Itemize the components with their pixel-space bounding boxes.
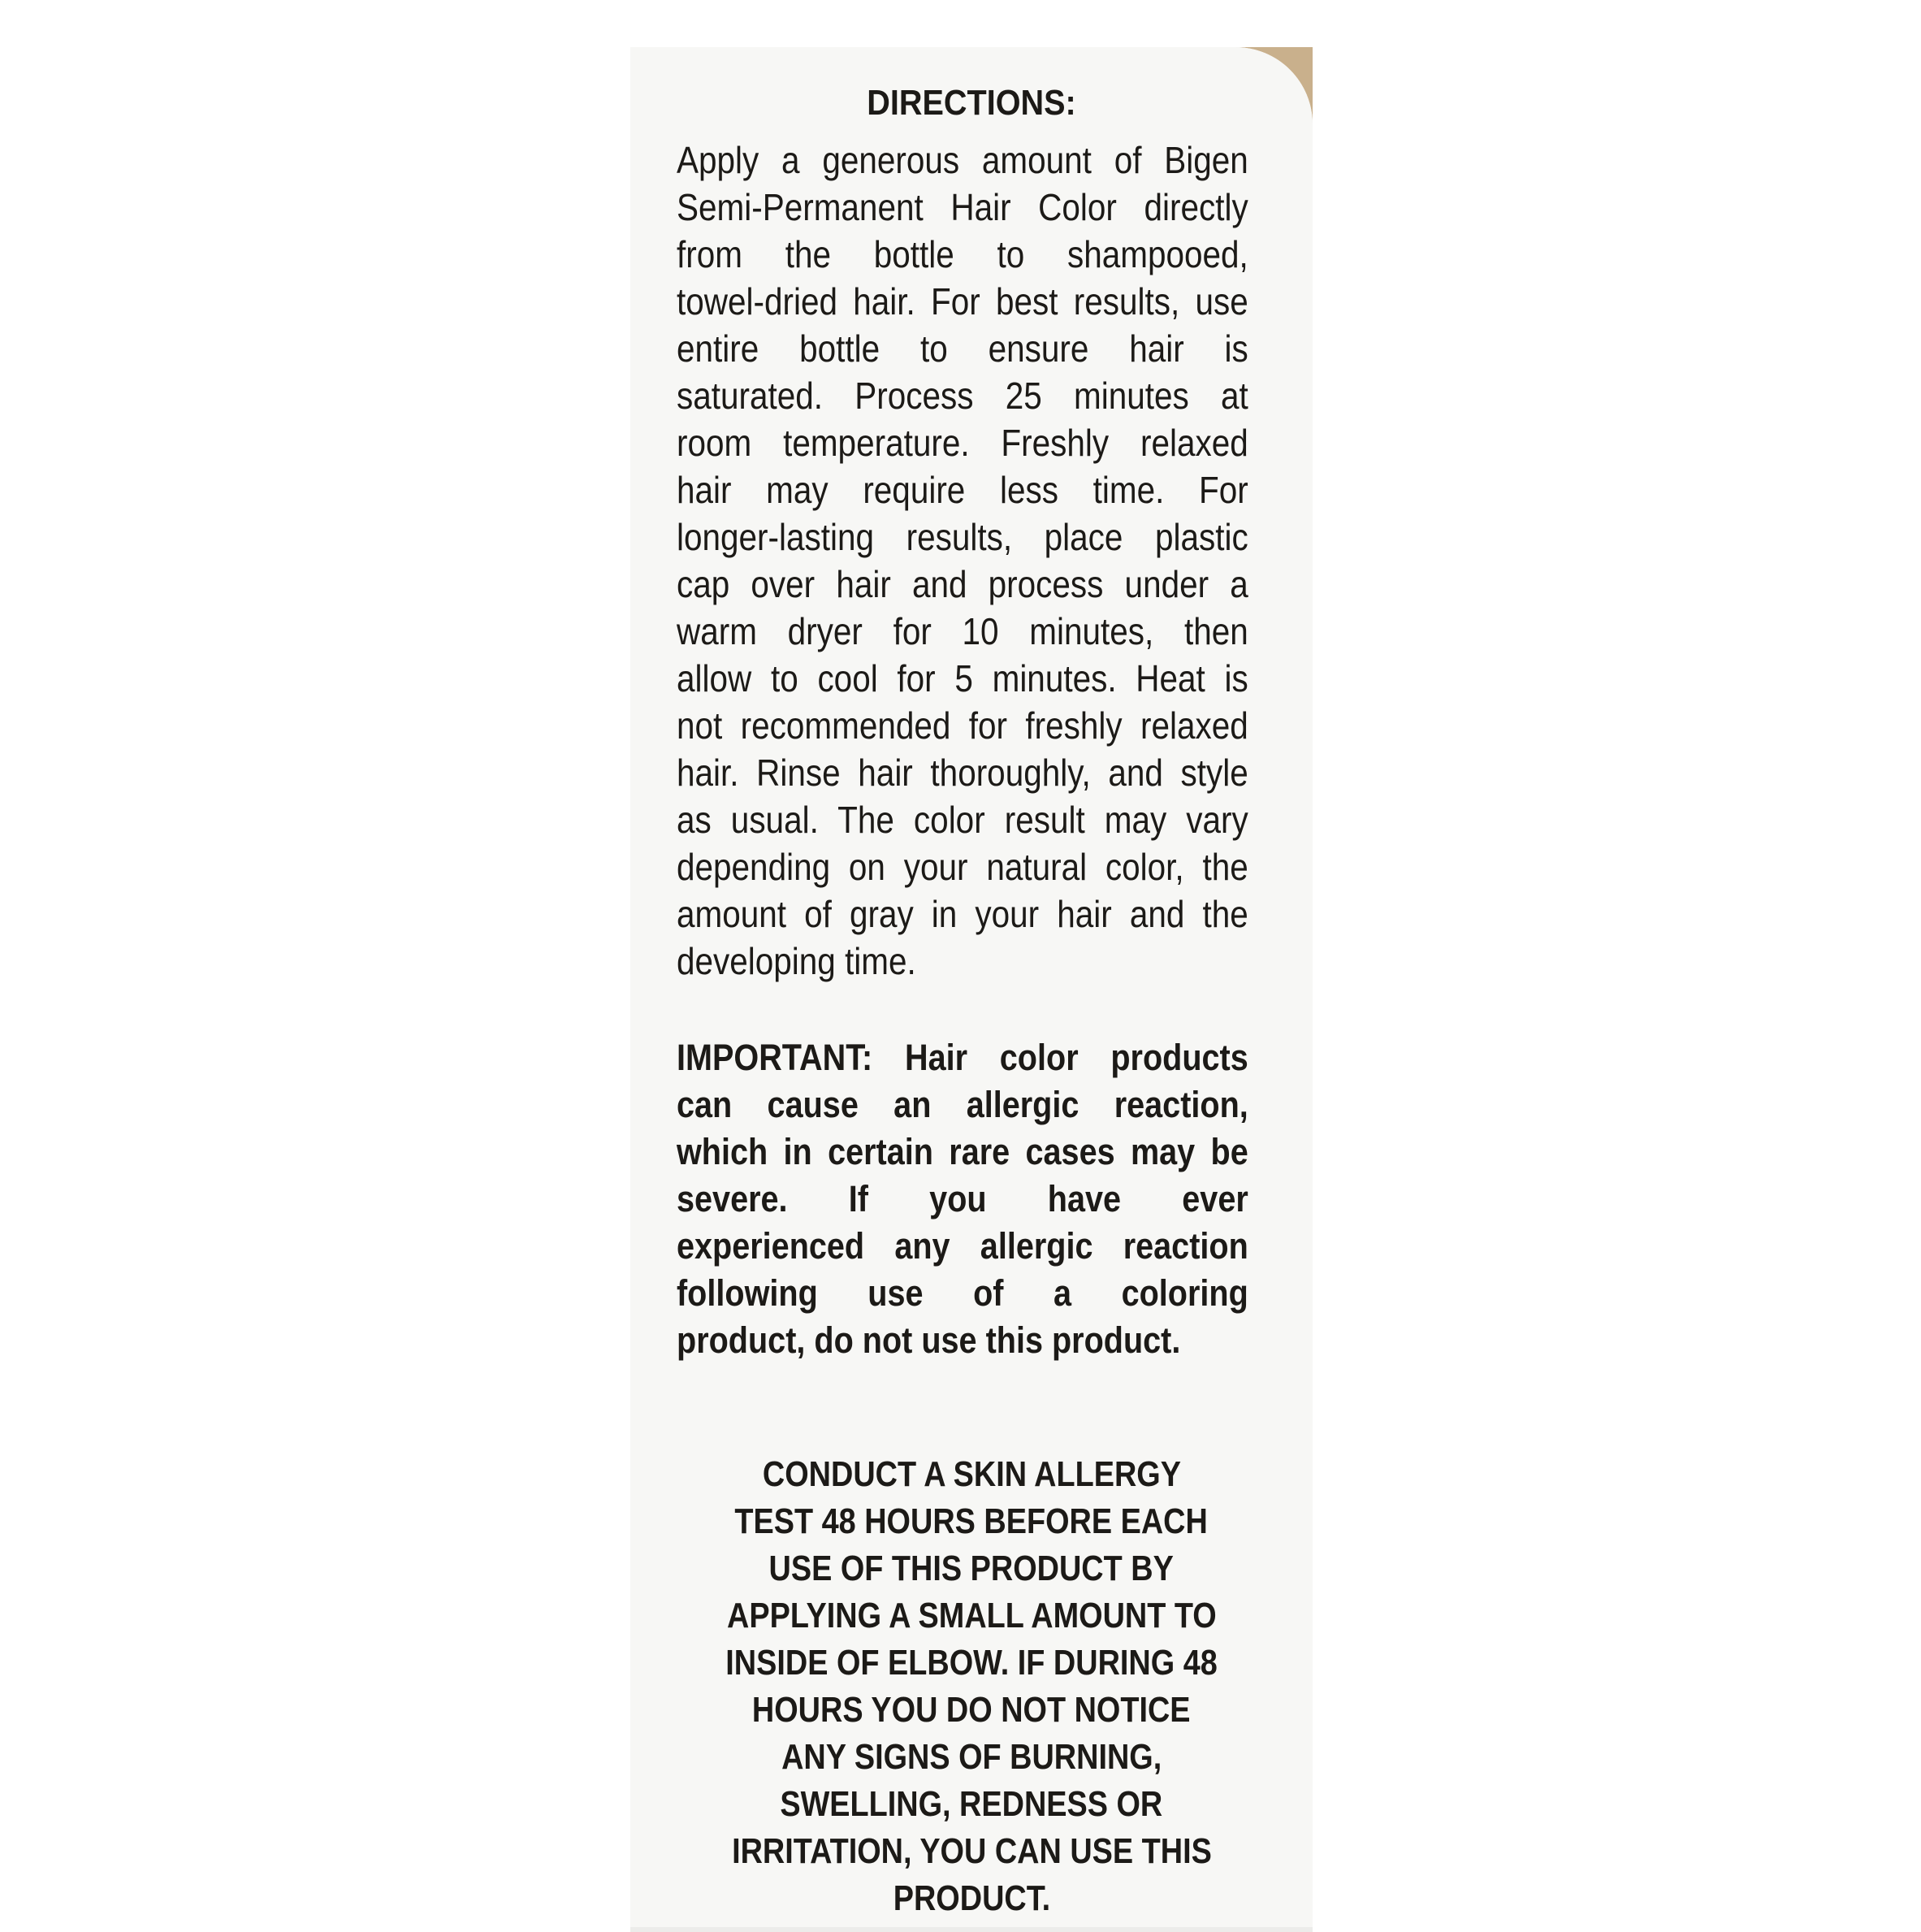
allergy-test-line: APPLYING A SMALL AMOUNT TO [726, 1596, 1217, 1635]
allergy-test-line: USE OF THIS PRODUCT BY [768, 1549, 1175, 1588]
directions-line: cap over hair and process under a [677, 563, 1248, 605]
directions-line: hair. Rinse hair thoroughly, and style [677, 752, 1248, 794]
allergy-test-line: INSIDE OF ELBOW. IF DURING 48 [725, 1643, 1218, 1683]
directions-line: developing time. [677, 940, 916, 982]
directions-line: Apply a generous amount of Bigen [677, 139, 1248, 181]
skin-allergy-test-notice [630, 1451, 1313, 1922]
directions-line: towel-dried hair. For best results, use [677, 280, 1248, 323]
directions-line: as usual. The color result may vary [677, 799, 1248, 841]
allergy-test-line: TEST 48 HOURS BEFORE EACH [734, 1501, 1209, 1541]
important-line: can cause an allergic reaction, [677, 1084, 1248, 1125]
directions-line: from the bottle to shampooed, [677, 233, 1248, 275]
important-line: IMPORTANT: Hair color products [677, 1037, 1248, 1078]
directions-line: saturated. Process 25 minutes at [677, 375, 1248, 417]
important-line: severe. If you have ever [677, 1178, 1248, 1219]
directions-line: longer-lasting results, place plastic [677, 516, 1248, 558]
important-line: experienced any allergic reaction [677, 1225, 1248, 1267]
directions-line: Semi-Permanent Hair Color directly [677, 186, 1248, 228]
allergy-test-line: IRRITATION, YOU CAN USE THIS [731, 1831, 1212, 1871]
directions-heading: DIRECTIONS: [867, 83, 1076, 123]
important-line: product, do not use this product. [677, 1319, 1181, 1361]
allergy-test-line: PRODUCT. [893, 1878, 1050, 1918]
directions-line: amount of gray in your hair and the [677, 893, 1248, 935]
directions-line: room temperature. Freshly relaxed [677, 422, 1248, 464]
directions-line: depending on your natural color, the [677, 846, 1248, 888]
directions-line: warm dryer for 10 minutes, then [677, 610, 1248, 652]
label-bottom-edge [630, 1927, 1313, 1932]
label-body [630, 47, 1313, 1924]
directions-line: not recommended for freshly relaxed [677, 704, 1248, 747]
directions-line: entire bottle to ensure hair is [677, 327, 1248, 370]
important-line: following use of a coloring [677, 1272, 1248, 1314]
directions-text [677, 136, 1248, 985]
product-label-panel [630, 47, 1313, 1932]
allergy-test-line: ANY SIGNS OF BURNING, [781, 1737, 1162, 1777]
directions-line: allow to cool for 5 minutes. Heat is [677, 657, 1248, 700]
allergy-test-line: SWELLING, REDNESS OR [780, 1784, 1163, 1824]
important-warning [677, 1034, 1248, 1364]
important-line: which in certain rare cases may be [677, 1131, 1248, 1172]
allergy-test-line: CONDUCT A SKIN ALLERGY [762, 1454, 1181, 1494]
directions-line: hair may require less time. For [677, 469, 1248, 511]
allergy-test-line: HOURS YOU DO NOT NOTICE [752, 1690, 1191, 1730]
